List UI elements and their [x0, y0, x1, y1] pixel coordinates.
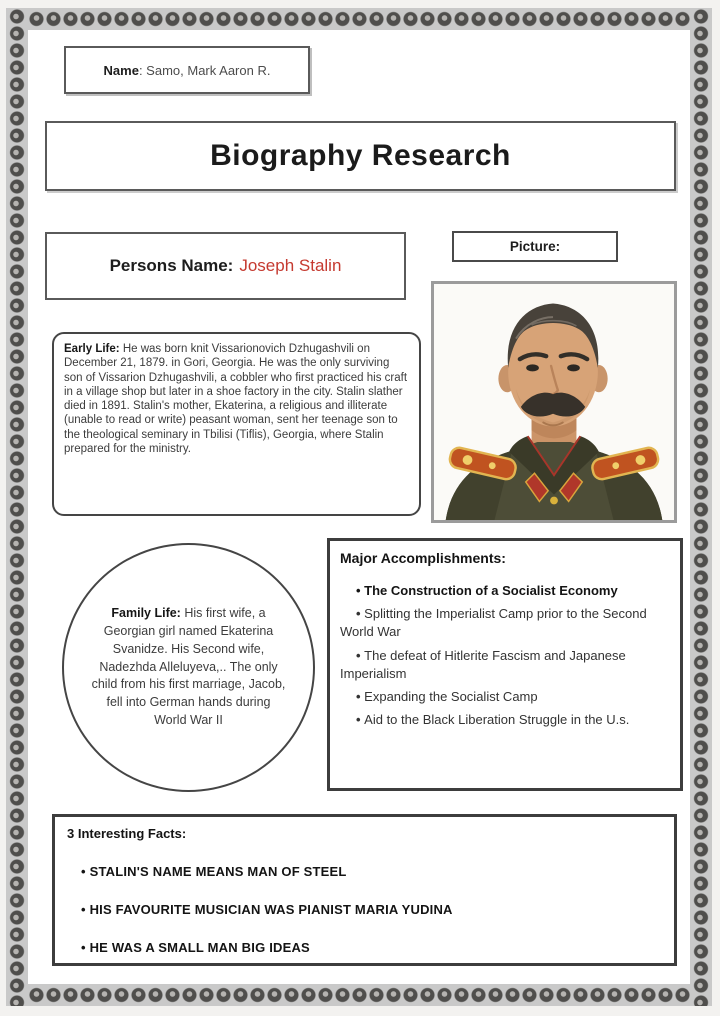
- decorative-border-left: [6, 8, 28, 1006]
- bullet-item: • Expanding the Socialist Camp: [340, 688, 670, 706]
- bullet-item: • HE WAS A SMALL MAN BIG IDEAS: [67, 940, 662, 955]
- major-accomplishments-list: [340, 582, 670, 729]
- student-name-label: Name: [103, 62, 139, 78]
- early-life-text: He was born knit Vissarionovich Dzhugashvili on December 21, 1879. in Gori, Georgia. He was the only surviving son of Vissarion Dzhugashvili, a cobbler who first practiced his craft in a village shop but later in a shoe factory in the city. Stalin slather died in 1891. Stalin's mother, Ekaterina, a religious and illiterate (unable to read or write) peasant woman, sent her teenage son to the theological seminary in Tbilisi (Tiflis), Georgia, where Stalin prepared for the ministry.: [64, 343, 408, 455]
- interesting-facts-label: 3 Interesting Facts:: [67, 826, 187, 841]
- worksheet-title-box: [45, 121, 676, 191]
- bullet-item: • The Construction of a Socialist Economy: [340, 582, 670, 600]
- person-name-field: [45, 232, 406, 300]
- decorative-border-top: [28, 8, 690, 30]
- student-name-field: [64, 46, 310, 94]
- picture-label-box: [452, 231, 618, 262]
- early-life-section: [52, 332, 421, 516]
- page-title: Biography Research: [210, 139, 511, 172]
- interesting-facts-list: [67, 864, 662, 955]
- person-name-value: Joseph Stalin: [239, 256, 342, 275]
- stalin-portrait: [431, 281, 677, 523]
- decorative-border-bottom: [28, 984, 690, 1006]
- bullet-item: • The defeat of Hitlerite Fascism and Japanese Imperialism: [340, 647, 670, 683]
- bullet-item: • Splitting the Imperialist Camp prior to the Second World War: [340, 605, 670, 641]
- family-life-content: [90, 605, 287, 729]
- interesting-facts-section: [52, 814, 677, 966]
- person-name-label: Persons Name:: [109, 256, 234, 275]
- family-life-label: Family Life:: [111, 606, 181, 621]
- decorative-border-right: [690, 8, 712, 1006]
- major-accomplishments-label: Major Accomplishments:: [340, 550, 506, 566]
- stalin-portrait-illustration: [434, 284, 674, 520]
- major-accomplishments-section: [327, 538, 683, 791]
- picture-label: Picture:: [509, 239, 561, 254]
- student-name-value: : Samo, Mark Aaron R.: [138, 62, 271, 78]
- student-name-text: [104, 63, 271, 78]
- family-life-text: His first wife, a Georgian girl named Ekaterina Svanidze. His Second wife, Nadezhda Alleluyeva,.. The only child from his first marriage, Jacob, fell into German hands during World War II: [91, 606, 286, 727]
- early-life-label: Early Life:: [64, 343, 120, 355]
- bullet-item: • STALIN'S NAME MEANS MAN OF STEEL: [67, 864, 662, 879]
- bullet-item: • HIS FAVOURITE MUSICIAN WAS PIANIST MARIA YUDINA: [67, 902, 662, 917]
- bullet-item: • Aid to the Black Liberation Struggle in the U.s.: [340, 711, 670, 729]
- family-life-section: [62, 543, 315, 792]
